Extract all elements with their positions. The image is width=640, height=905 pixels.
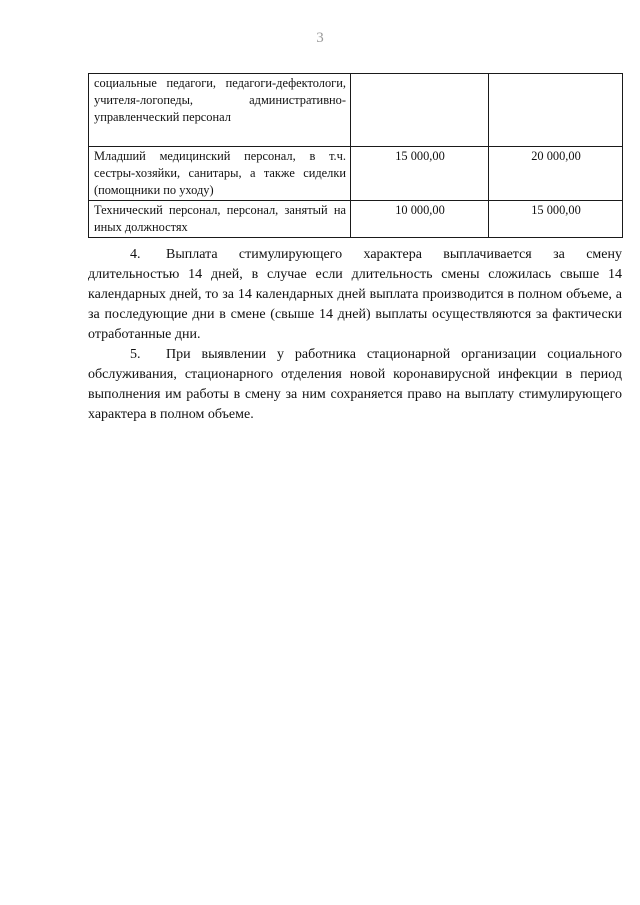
staff-category-cell: социальные педагоги, педагоги-дефектологи, учителя-логопеды, административно-управленческий персонал xyxy=(89,74,351,147)
payment-amount-cell: 20 000,00 xyxy=(489,147,623,201)
paragraph-text: При выявлении у работника стационарной организации социального обслуживания, стационарного отделения новой коронавирусной инфекции в период выполнения им работы в смену за ним сохраняется право на выплату стимулирующего характера в полном объеме. xyxy=(88,347,622,422)
payment-amount-cell: 15 000,00 xyxy=(489,201,623,238)
payment-amount-cell xyxy=(489,74,623,147)
payment-amount-cell: 10 000,00 xyxy=(351,201,489,238)
paragraph-text: Выплата стимулирующего характера выплачивается за смену длительностью 14 дней, в случае если длительность смены сложилась свыше 14 календарных дней, то за 14 календарных дней выплата производится в полном объеме, а за последующие дни в смене (свыше 14 дней) выплаты осуществляются за фактически отработанные дни. xyxy=(88,247,622,342)
paragraph-number: 4. xyxy=(130,247,141,262)
document-body xyxy=(88,245,622,425)
page-number: 3 xyxy=(316,30,324,46)
table-row xyxy=(89,201,623,238)
staff-category-cell: Технический персонал, персонал, занятый на иных должностях xyxy=(89,201,351,238)
table-row xyxy=(89,147,623,201)
paragraph-5 xyxy=(88,345,622,425)
paragraph-number: 5. xyxy=(130,347,141,362)
staff-category-cell: Младший медицинский персонал, в т.ч. сестры-хозяйки, санитары, а также сиделки (помощники по уходу) xyxy=(89,147,351,201)
payment-amount-cell: 15 000,00 xyxy=(351,147,489,201)
paragraph-4 xyxy=(88,245,622,345)
payment-table xyxy=(88,73,623,238)
table-row xyxy=(89,74,623,147)
payment-amount-cell xyxy=(351,74,489,147)
